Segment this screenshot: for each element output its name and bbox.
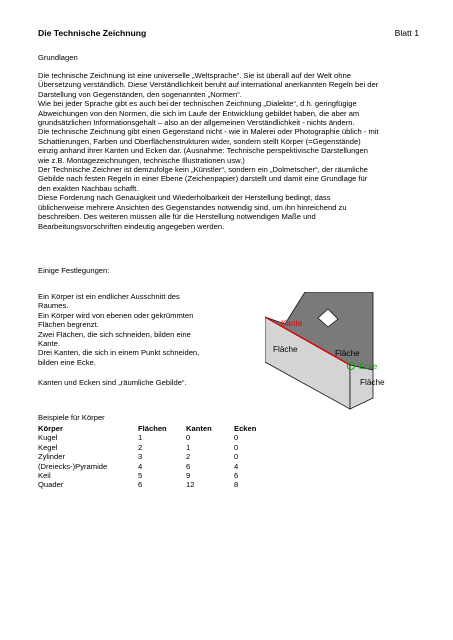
column-header: Körper bbox=[38, 424, 63, 433]
text-line: Zwei Flächen, die sich schneiden, bilden eine bbox=[38, 329, 191, 339]
table-cell: 5 bbox=[138, 471, 143, 481]
table-cell: 0 bbox=[186, 433, 191, 443]
table-cell: Kegel bbox=[38, 442, 58, 452]
table-header-row bbox=[38, 424, 274, 433]
flaeche-label-left: Fläche bbox=[273, 345, 298, 354]
table-cell: 6 bbox=[186, 461, 191, 471]
examples-caption: Beispiele für Körper bbox=[38, 413, 105, 422]
table-cell: 12 bbox=[186, 480, 195, 490]
table-cell: Keil bbox=[38, 471, 51, 481]
text-line: Schattierungen, Farben und Oberflächenstrukturen wider, sondern stellt Körper (=Gegenstände) bbox=[38, 136, 361, 146]
table-cell: 8 bbox=[234, 480, 239, 490]
table-cell: 0 bbox=[234, 452, 239, 462]
column-header: Flächen bbox=[138, 424, 167, 433]
text-line: Diese Forderung nach Genauigkeit und Wiederholbarkeit der Herstellung bedingt, dass bbox=[38, 193, 331, 203]
table-cell: Zylinder bbox=[38, 452, 66, 462]
table-cell: 6 bbox=[234, 471, 239, 481]
side-face bbox=[350, 365, 373, 409]
text-line: Der Technische Zeichner ist demzufolge kein „Künstler“, sondern ein „Dolmetscher“, der räumliche bbox=[38, 165, 368, 175]
text-line: Die technische Zeichnung gibt einen Gegenstand nicht - wie in Malerei oder Photographie üblich - mit bbox=[38, 127, 379, 137]
table-cell: 1 bbox=[138, 433, 143, 443]
table-cell: 6 bbox=[138, 480, 143, 490]
table-cell: (Dreiecks-)Pyramide bbox=[38, 461, 108, 471]
text-line: Drei Kanten, die sich in einem Punkt schneiden, bbox=[38, 348, 200, 358]
conclusion-text: Kanten und Ecken sind „räumliche Gebilde“. bbox=[38, 378, 187, 387]
table-row bbox=[38, 433, 274, 442]
kante-label: Kante bbox=[281, 319, 303, 328]
flaeche-label-mid: Fläche bbox=[335, 349, 360, 358]
table-row bbox=[38, 452, 274, 461]
table-cell: 9 bbox=[186, 471, 191, 481]
section-heading: Grundlagen bbox=[38, 53, 78, 62]
table-cell: Kugel bbox=[38, 433, 58, 443]
table-cell: Quader bbox=[38, 480, 64, 490]
table-row bbox=[38, 462, 274, 471]
table-cell: 0 bbox=[234, 442, 239, 452]
page-header bbox=[38, 27, 419, 39]
table-cell: 4 bbox=[138, 461, 143, 471]
text-line: Ein Körper wird von ebenen oder gekrümmten bbox=[38, 310, 194, 320]
table-row bbox=[38, 471, 274, 480]
text-line: wie z.B. Montagezeichnungen, technische Illustrationen usw.) bbox=[38, 155, 245, 165]
text-line: üblicherweise mehrere Ansichten des Gegenstandes notwendig sind, um ihn hinreichend zu bbox=[38, 202, 347, 212]
text-line: Übersetzung verständlich. Diese Verständlichkeit beruht auf international anerkannten Regeln bei der bbox=[38, 80, 379, 90]
flaeche-label-right: Fläche bbox=[360, 378, 385, 387]
solid-body-illustration bbox=[265, 292, 393, 410]
text-line: Die technische Zeichnung ist eine universelle „Weltsprache“. Sie ist überall auf der Welt ohne bbox=[38, 71, 351, 80]
text-line: grundsätzlichen Informationsgehalt – also an der allgemeinen Verständlichkeit - nichts ändern. bbox=[38, 118, 355, 128]
festlegungen-heading: Einige Festlegungen: bbox=[38, 266, 110, 275]
text-line: beschreiben. Des weiteren müssen alle für die Herstellung notwendigen Maße und bbox=[38, 212, 316, 222]
table-cell: 3 bbox=[138, 452, 143, 462]
table-cell: 0 bbox=[234, 433, 239, 443]
text-line: Wie bei jeder Sprache gibt es auch bei der technischen Zeichnung „Dialekte“, d.h. geringfügige bbox=[38, 99, 357, 109]
text-line: Ein Körper ist ein endlicher Ausschnitt des bbox=[38, 292, 180, 301]
text-line: Flächen begrenzt. bbox=[38, 320, 99, 330]
table-cell: 2 bbox=[138, 442, 143, 452]
ecke-label: Ecke bbox=[359, 362, 378, 371]
column-header: Kanten bbox=[186, 424, 212, 433]
text-line: Abweichungen von den Normen, die sich im Laufe der Entwicklung gebildet haben, die aber am bbox=[38, 108, 360, 118]
text-line: Bearbeitungsvorschriften eindeutig angegeben werden. bbox=[38, 221, 225, 231]
examples-table bbox=[38, 424, 274, 490]
sheet-number: Blatt 1 bbox=[394, 28, 419, 38]
document-title: Die Technische Zeichnung bbox=[38, 28, 147, 38]
table-cell: 4 bbox=[234, 461, 239, 471]
table-row bbox=[38, 443, 274, 452]
column-header: Ecken bbox=[234, 424, 257, 433]
text-line: Darstellung von Gegenständen, den sogenannten „Normen“. bbox=[38, 89, 242, 99]
table-cell: 2 bbox=[186, 452, 191, 462]
text-line: Kante. bbox=[38, 339, 60, 349]
text-line: den exakten Nachbau schafft. bbox=[38, 183, 139, 193]
definitions-paragraph bbox=[38, 292, 199, 367]
text-line: Gebilde nach festen Regeln in einer Ebene (Zeichenpapier) darstellt und damit eine Grundlage für bbox=[38, 174, 368, 184]
text-line: Raumes. bbox=[38, 301, 69, 311]
table-cell: 1 bbox=[186, 442, 191, 452]
intro-paragraph bbox=[38, 71, 379, 231]
text-line: bilden eine Ecke. bbox=[38, 357, 96, 367]
table-row bbox=[38, 480, 274, 489]
text-line: einzig anhand ihrer Kanten und Ecken dar. (Ausnahme: Technische perspektivische Darstellungen bbox=[38, 146, 368, 156]
